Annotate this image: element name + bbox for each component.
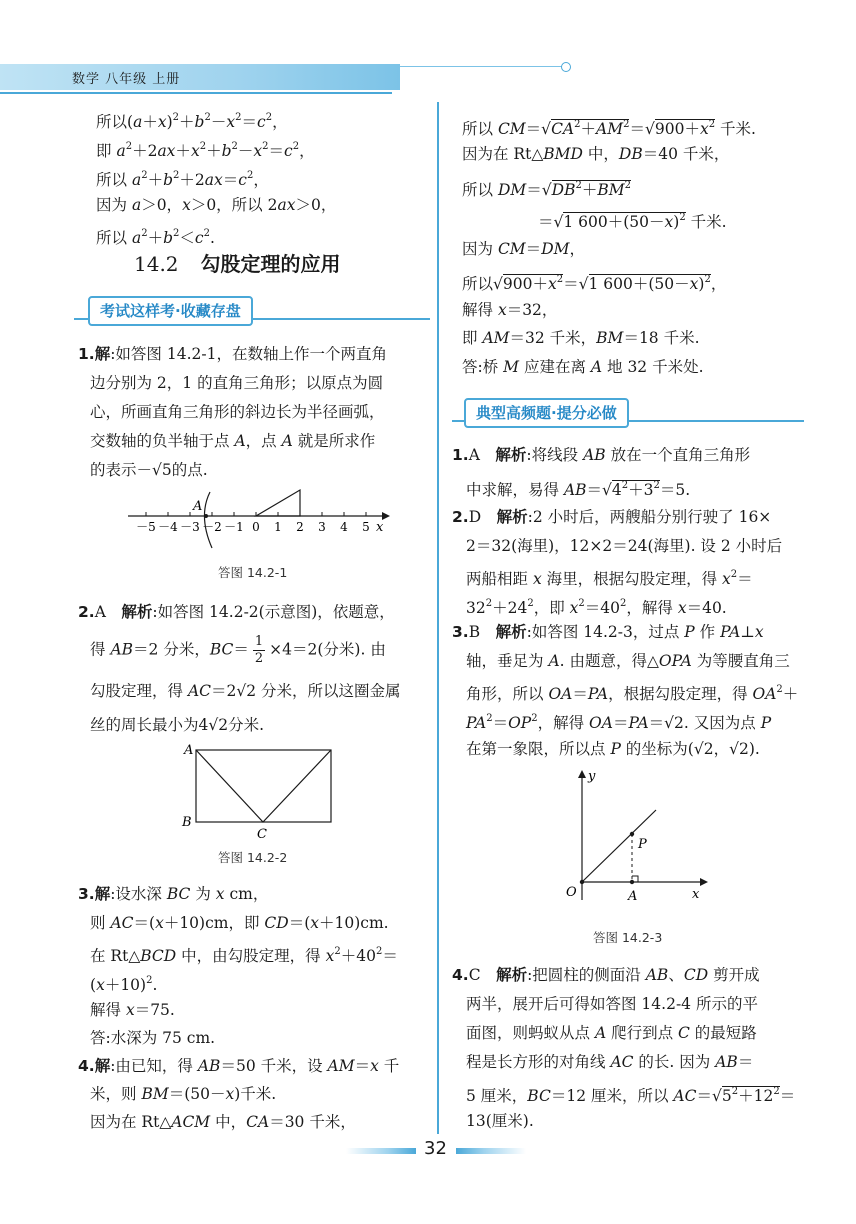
question-text: $(x+10)^2$. xyxy=(90,975,158,994)
tick-label: －2 xyxy=(202,520,222,534)
question-text: 勾股定理，得 AC＝2√2 分米，所以这圈金属 xyxy=(90,682,401,700)
question-text: 丝的周长最小为4√2分米. xyxy=(90,716,265,734)
point-o xyxy=(580,880,584,884)
section-number: 14.2 xyxy=(134,252,179,276)
point-a xyxy=(204,514,208,518)
derivation-line: 因为 a＞0，x＞0，所以 2ax＞0， xyxy=(96,196,337,214)
question-text: 面图，则蚂蚁从点 A 爬行到点 C 的最短路 xyxy=(466,1024,757,1042)
derivation-line: 所以 $CM=√CA^2+AM^2=√900+x^2$ 千米. xyxy=(462,119,756,138)
question-text: 米，则 BM＝(50－x)千米. xyxy=(90,1085,277,1103)
page-decoration-left xyxy=(346,1148,416,1154)
question-text: 13(厘米). xyxy=(466,1112,534,1130)
point-a-label: A xyxy=(193,499,203,514)
tick-label: 2 xyxy=(296,520,304,534)
label-p: P xyxy=(638,837,647,852)
question-text: 4.解:由已知，得 AB＝50 千米，设 AM＝x 千 xyxy=(78,1056,400,1075)
derivation-line: 解得 x＝32， xyxy=(462,301,558,319)
question-text: 的表示－√5的点. xyxy=(90,461,208,479)
question-text: 在 Rt△BCD 中，由勾股定理，得 $x^2+40^2=$ xyxy=(90,946,398,965)
derivation-line: ＝√1 $600+(50-x)^2$ 千米. xyxy=(538,212,727,231)
page-decoration-right xyxy=(456,1148,526,1154)
derivation-line: 所以$√900+x^2=√1$ $600+(50-x)^2$， xyxy=(462,274,727,293)
tick-label: －4 xyxy=(158,520,178,534)
derivation-line: 因为在 Rt△BMD 中，DB＝40 千米， xyxy=(462,145,730,163)
question-text: 解得 x＝75. xyxy=(90,1001,175,1019)
question-text: 两船相距 x 海里，根据勾股定理，得 $x^2=$ xyxy=(466,569,753,588)
y-axis-arrow-icon xyxy=(578,770,586,778)
tick-label: －3 xyxy=(180,520,200,534)
header-underline xyxy=(0,92,392,94)
question-text: 因为在 Rt△ACM 中，CA＝30 千米， xyxy=(90,1113,356,1131)
axis-arrow-icon xyxy=(382,512,390,520)
point-a xyxy=(630,880,634,884)
rectangle-figure xyxy=(176,740,336,840)
section-badge-practice: 典型高频题·提分必做 xyxy=(464,398,629,428)
figure-caption: 答图 14.2-3 xyxy=(593,930,663,945)
derivation-line: 因为 CM＝DM， xyxy=(462,240,586,258)
section-title xyxy=(134,248,341,277)
question-text: 3.B 解析:如答图 14.2-3，过点 P 作 PA⊥x xyxy=(452,622,764,641)
question-text: 轴，垂足为 A. 由题意，得△OPA 为等腰直角三 xyxy=(466,652,790,670)
header-dot-icon xyxy=(561,62,571,72)
page-number: 32 xyxy=(424,1138,447,1159)
question-text: 得 AB＝2 分米，BC＝ $\frac{1}{2}$ ×4＝2(分米). 由 xyxy=(90,634,386,666)
question-text: $32^2+24^2$，即 $x^2=40^2$，解得 x＝40. xyxy=(466,598,727,617)
question-text: 中求解，易得 $AB=√4^2+3^2=5$. xyxy=(466,480,691,499)
question-text: 3.解:设水深 BC 为 x cm， xyxy=(78,884,269,903)
header-band xyxy=(0,64,400,90)
question-text: 程是长方形的对角线 AC 的长. 因为 AB＝ xyxy=(466,1053,754,1071)
tick-label: 3 xyxy=(318,520,326,534)
tick-label: －5 xyxy=(136,520,156,534)
label-a: A xyxy=(184,743,194,758)
label-o: O xyxy=(566,885,577,900)
header-rule xyxy=(400,66,564,67)
section-name: 勾股定理的应用 xyxy=(200,252,341,276)
number-line-figure xyxy=(120,482,400,554)
label-c: C xyxy=(257,827,267,840)
label-a: A xyxy=(628,889,638,904)
derivation-line: 所以 $DM=√DB^2+BM^2$ xyxy=(462,180,631,199)
coordinate-figure xyxy=(560,768,710,908)
question-text: 答:水深为 75 cm. xyxy=(90,1029,216,1047)
tick-label: 0 xyxy=(252,520,260,534)
question-text: 心，所画直角三角形的斜边长为半径画弧， xyxy=(90,403,385,421)
question-text: $PA^2=OP^2$，解得 OA＝PA＝√2. 又因为点 P xyxy=(466,713,772,732)
tick-label: 4 xyxy=(340,520,348,534)
figure-caption: 答图 14.2-1 xyxy=(218,565,288,580)
derivation-line: 所以$(a+x)^2+b^2-x^2=c^2$， xyxy=(96,112,288,131)
diagonals xyxy=(196,750,331,822)
question-text: 2＝32(海里)，12×2＝24(海里). 设 2 小时后 xyxy=(466,537,783,555)
derivation-line: 所以 $a^2+b^2+2ax=c^2$， xyxy=(96,170,269,189)
label-y: y xyxy=(588,769,596,784)
derivation-line: 即 $a^2+2ax+x^2+b^2-x^2=c^2$， xyxy=(96,141,315,160)
question-text: 在第一象限，所以点 P 的坐标为(√2，√2). xyxy=(466,740,760,758)
derivation-line: 答:桥 M 应建在离 A 地 32 千米处. xyxy=(462,358,704,376)
question-text: 2.D 解析:2 小时后，两艘船分别行驶了 16× xyxy=(452,507,772,526)
question-text: 交数轴的负半轴于点 A，点 A 就是所求作 xyxy=(90,432,376,450)
question-text: 1.解:如答图 14.2-1，在数轴上作一个两直角 xyxy=(78,344,387,363)
tick-label: －1 xyxy=(224,520,244,534)
point-p xyxy=(630,832,634,836)
label-x: x xyxy=(692,887,700,902)
derivation-line: 即 AM＝32 千米，BM＝18 千米. xyxy=(462,329,700,347)
question-text: 边分别为 2，1 的直角三角形；以原点为圆 xyxy=(90,374,384,392)
column-divider xyxy=(437,102,439,1134)
question-text: 2.A 解析:如答图 14.2-2(示意图)，依题意， xyxy=(78,602,395,621)
question-text: 4.C 解析:把圆柱的侧面沿 AB、CD 剪开成 xyxy=(452,965,760,984)
axis-label-x: x xyxy=(376,520,384,535)
section-badge-exam: 考试这样考·收藏存盘 xyxy=(88,296,253,326)
rectangle xyxy=(196,750,331,822)
question-text: 则 AC＝(x＋10)cm，即 CD＝(x＋10)cm. xyxy=(90,914,389,932)
label-b: B xyxy=(182,815,192,830)
question-text: 1.A 解析:将线段 AB 放在一个直角三角形 xyxy=(452,445,751,464)
tick-label: 5 xyxy=(362,520,370,534)
tick-label: 1 xyxy=(274,520,282,534)
question-text: 5 厘米，BC＝12 厘米，所以 $AC=√5^2+12^2=$ xyxy=(466,1086,796,1105)
x-axis-arrow-icon xyxy=(700,878,708,886)
derivation-line: 所以 $a^2+b^2<c^2$. xyxy=(96,228,215,247)
question-text: 两半，展开后可得如答图 14.2-4 所示的平 xyxy=(466,995,758,1013)
question-text: 角形，所以 OA＝PA，根据勾股定理，得 $OA^2+$ xyxy=(466,684,799,703)
book-title: 数学 八年级 上册 xyxy=(72,72,181,87)
figure-caption: 答图 14.2-2 xyxy=(218,850,288,865)
